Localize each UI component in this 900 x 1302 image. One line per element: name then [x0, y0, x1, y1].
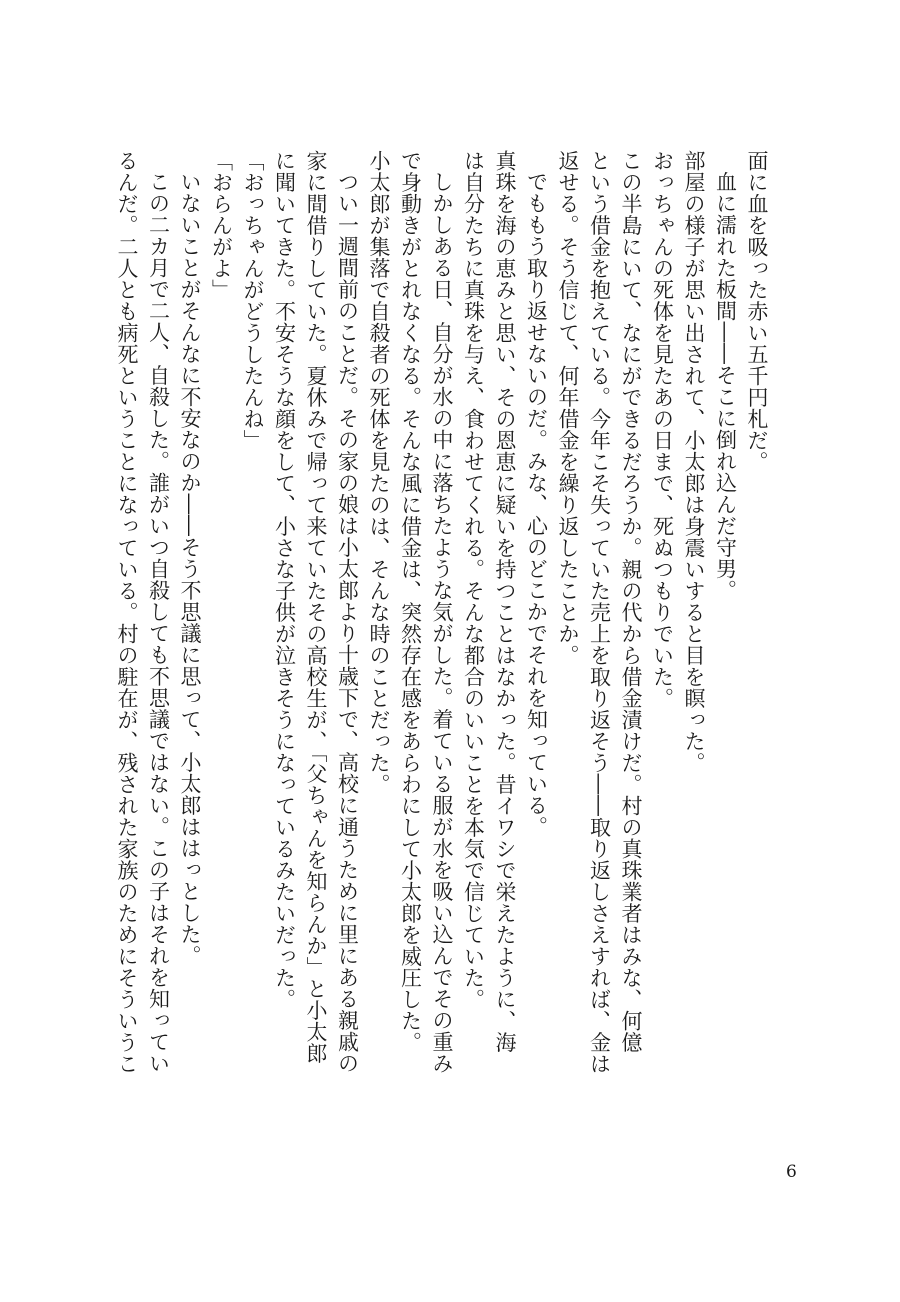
text-line: しかしある日、自分が水の中に落ちたような気がした。着ている服が水を吸い込んでその重み [430, 171, 454, 1074]
text-line: つい一週間前のことだ。その家の娘は小太郎より十歳下で、高校に通うために里にある親戚の [335, 171, 360, 1074]
text-line: 「おらんがよ」 [209, 150, 234, 301]
text-line: に聞いてきた。不安そうな顔をして、小さな子供が泣きそうになっているみたいだった。 [272, 150, 297, 1010]
text-line: 小太郎が集落で自殺者の死体を見たのは、そんな時のことだった。 [367, 150, 391, 795]
text-line: は自分たちに真珠を与え、食わせてくれる。そんな都合のいいことを本気で信じていた。 [461, 150, 486, 1010]
text-line: 返せる。そう信じて、何年借金を繰り返したことか。 [556, 150, 580, 666]
page-number: 6 [786, 1162, 797, 1182]
text-line: この二カ月で二人、自殺した。誰がいつ自殺しても不思議ではない。この子はそれを知ってい [146, 171, 171, 1074]
text-line: 部屋の様子が思い出されて、小太郎は身震いすると目を瞑った。 [682, 150, 706, 774]
text-line: という借金を抱えている。今年こそ失っていた売上を取り返そう――取り返しさえすれば、金は [587, 150, 612, 1075]
text-line: いないことがそんなに不安なのか――そう不思議に思って、小太郎ははっとした。 [178, 171, 202, 967]
text-line: るんだ。二人とも病死ということになっている。村の駐在が、残された家族のためにそういうこ [115, 150, 139, 1075]
text-line: でももう取り返せないのだ。みな、心のどこかでそれを知っている。 [524, 171, 549, 838]
vertical-text-block [112, 150, 772, 1140]
text-line: で身動きがとれなくなる。そんな風に借金は、突然存在感をあらわにして小太郎を威圧した。 [398, 150, 423, 1053]
text-line: 「おっちゃんがどうしたんね」 [241, 150, 265, 451]
text-line: 面に血を吸った赤い五千円札だ。 [745, 150, 769, 473]
text-line: おっちゃんの死体を見たあの日まで、死ぬつもりでいた。 [650, 150, 675, 709]
text-line: 真珠を海の恵みと思い、その恩恵に疑いを持つことはなかった。昔イワシで栄えたように、海 [493, 150, 517, 1053]
text-line: 血に濡れた板間――そこに倒れ込んだ守男。 [713, 171, 738, 601]
text-line: 家に間借りしていた。夏休みで帰って来ていたその高校生が、「父ちゃんを知らんか」と小太郎 [304, 150, 328, 1064]
text-line: この半島にいて、なにができるだろうか。親の代から借金漬けだ。村の真珠業者はみな、何億 [619, 150, 643, 1053]
